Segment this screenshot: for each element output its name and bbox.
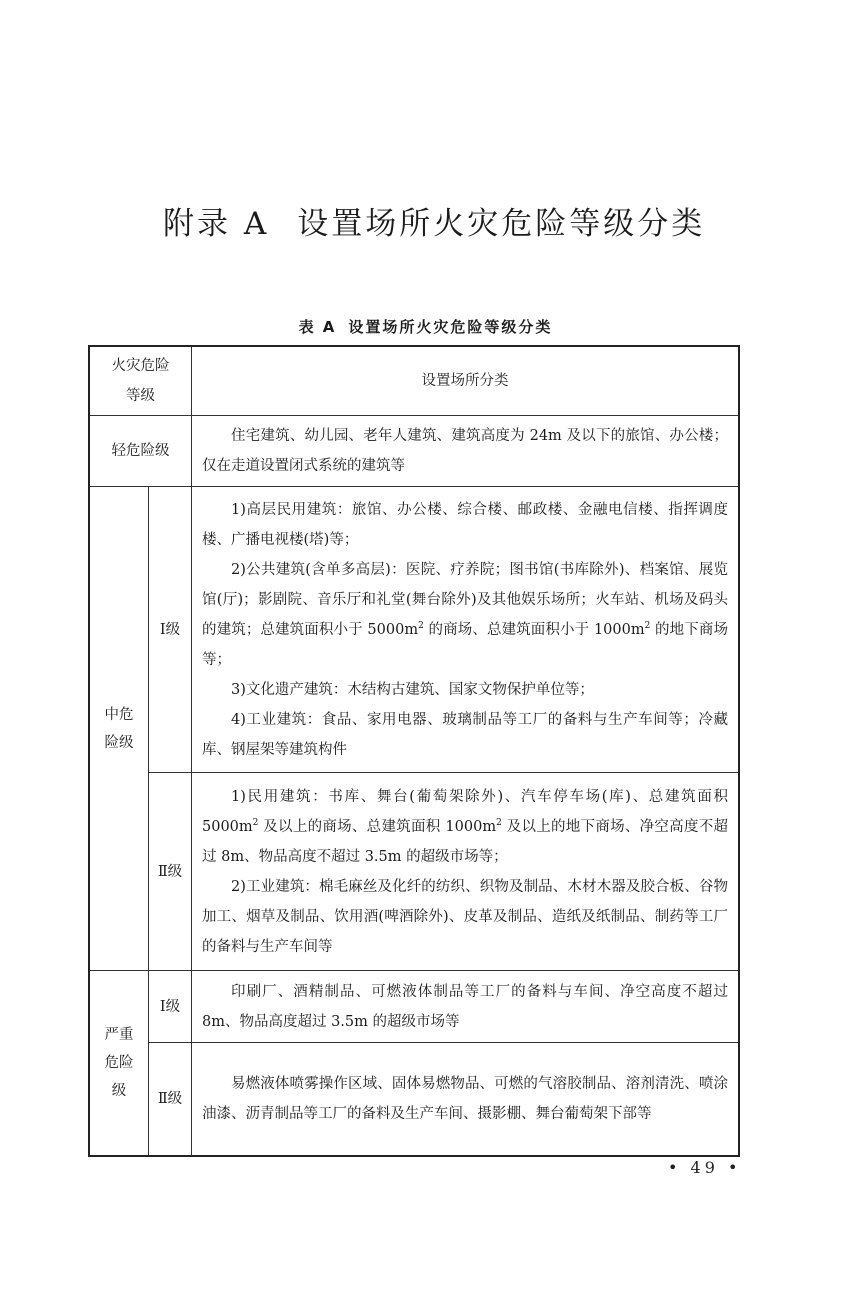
page-number: • 49 •	[668, 1158, 742, 1177]
table-row-medium-2	[89, 773, 739, 971]
sub-level-medium-2: Ⅱ级	[149, 773, 192, 971]
sub-level-medium-1: Ⅰ级	[149, 487, 192, 773]
fire-hazard-classification-table	[88, 345, 740, 1157]
level-medium-line2: 险级	[104, 734, 134, 751]
table-caption-title: 设置场所火灾危险等级分类	[348, 318, 553, 336]
sub-level-severe-2: Ⅱ级	[149, 1043, 192, 1156]
text-span: 及以上的地下商场、净空高度不超过 8m、物品高度不超过 3.5m 的超级市场等；	[202, 818, 729, 865]
content-medium-2-p1	[202, 782, 728, 872]
content-medium-1-p2	[202, 555, 728, 675]
level-light: 轻危险级	[89, 416, 192, 487]
content-light-text: 住宅建筑、幼儿园、老年人建筑、建筑高度为 24m 及以下的旅馆、办公楼；仅在走道设置闭式系统的建筑等	[202, 428, 728, 474]
table-header-row	[89, 346, 739, 416]
text-span: 的商场、总建筑面积小于 1000m	[423, 621, 645, 638]
level-medium-line1: 中危	[104, 706, 134, 723]
content-medium-1-p1: 1)高层民用建筑：旅馆、办公楼、综合楼、邮政楼、金融电信楼、指挥调度楼、广播电视楼(塔)等；	[202, 501, 728, 548]
content-severe-2-text: 易燃液体喷雾操作区域、固体易燃物品、可燃的气溶胶制品、溶剂清洗、喷涂油漆、沥青制品等工厂的备料及生产车间、摄影棚、舞台葡萄架下部等	[202, 1075, 728, 1122]
table-row-light	[89, 416, 739, 487]
superscript: 2	[252, 817, 259, 828]
content-medium-1-p4: 4)工业建筑：食品、家用电器、玻璃制品等工厂的备料与生产车间等；冷藏库、钢屋架等建筑构件	[202, 711, 728, 758]
table-row-severe-2	[89, 1043, 739, 1156]
sub-level-severe-1: Ⅰ级	[149, 971, 192, 1043]
appendix-label: 附录 A	[163, 206, 270, 242]
content-severe-1-text: 印刷厂、酒精制品、可燃液体制品等工厂的备料与车间、净空高度不超过 8m、物品高度超过 3.5m 的超级市场等	[202, 983, 728, 1030]
level-medium	[89, 487, 149, 971]
content-medium-1	[192, 487, 740, 773]
superscript: 2	[644, 620, 651, 631]
table-caption-label: 表 A	[298, 318, 337, 336]
header-level-line1: 火灾危险	[111, 358, 170, 374]
table-row-medium-1	[89, 487, 739, 773]
content-medium-2	[192, 773, 740, 971]
appendix-title	[163, 198, 706, 243]
appendix-title-text: 设置场所火灾危险等级分类	[297, 206, 706, 242]
content-light	[192, 416, 740, 487]
header-hazard-level	[89, 346, 192, 416]
header-site-classification: 设置场所分类	[192, 346, 740, 416]
table-caption	[0, 316, 851, 337]
content-medium-1-p3: 3)文化遗产建筑：木结构古建筑、国家文物保护单位等；	[231, 681, 594, 698]
text-span: 1)民用建筑：书库、舞台(葡萄架除外)、汽车停车场(库)、总建筑面积 5000m	[202, 788, 728, 835]
superscript: 2	[496, 817, 502, 828]
superscript: 2	[418, 620, 424, 631]
level-severe-line3: 级	[111, 1082, 127, 1099]
text-span: 及以上的商场、总建筑面积 1000m	[258, 818, 497, 835]
content-severe-1	[192, 971, 740, 1043]
level-severe-line1: 严重	[104, 1026, 134, 1043]
level-severe	[89, 971, 149, 1156]
header-level-line2: 等级	[126, 388, 155, 404]
text-span: 2)公共建筑(含单多高层)：医院、疗养院；图书馆(书库除外)、档案馆、展览馆(厅)；影剧院、音乐厅和礼堂(舞台除外)及其他娱乐场所；火车站、机场及码头的建筑；总建筑面积小于 5000m	[202, 561, 728, 638]
table-row-severe-1	[89, 971, 739, 1043]
content-medium-2-p2: 2)工业建筑：棉毛麻丝及化纤的纺织、织物及制品、木材木器及胶合板、谷物加工、烟草及制品、饮用酒(啤酒除外)、皮革及制品、造纸及纸制品、制药等工厂的备料与生产车间等	[202, 878, 728, 955]
level-severe-line2: 危险	[104, 1054, 134, 1071]
content-severe-2	[192, 1043, 740, 1156]
text-span: 的地下商场等；	[202, 621, 728, 668]
